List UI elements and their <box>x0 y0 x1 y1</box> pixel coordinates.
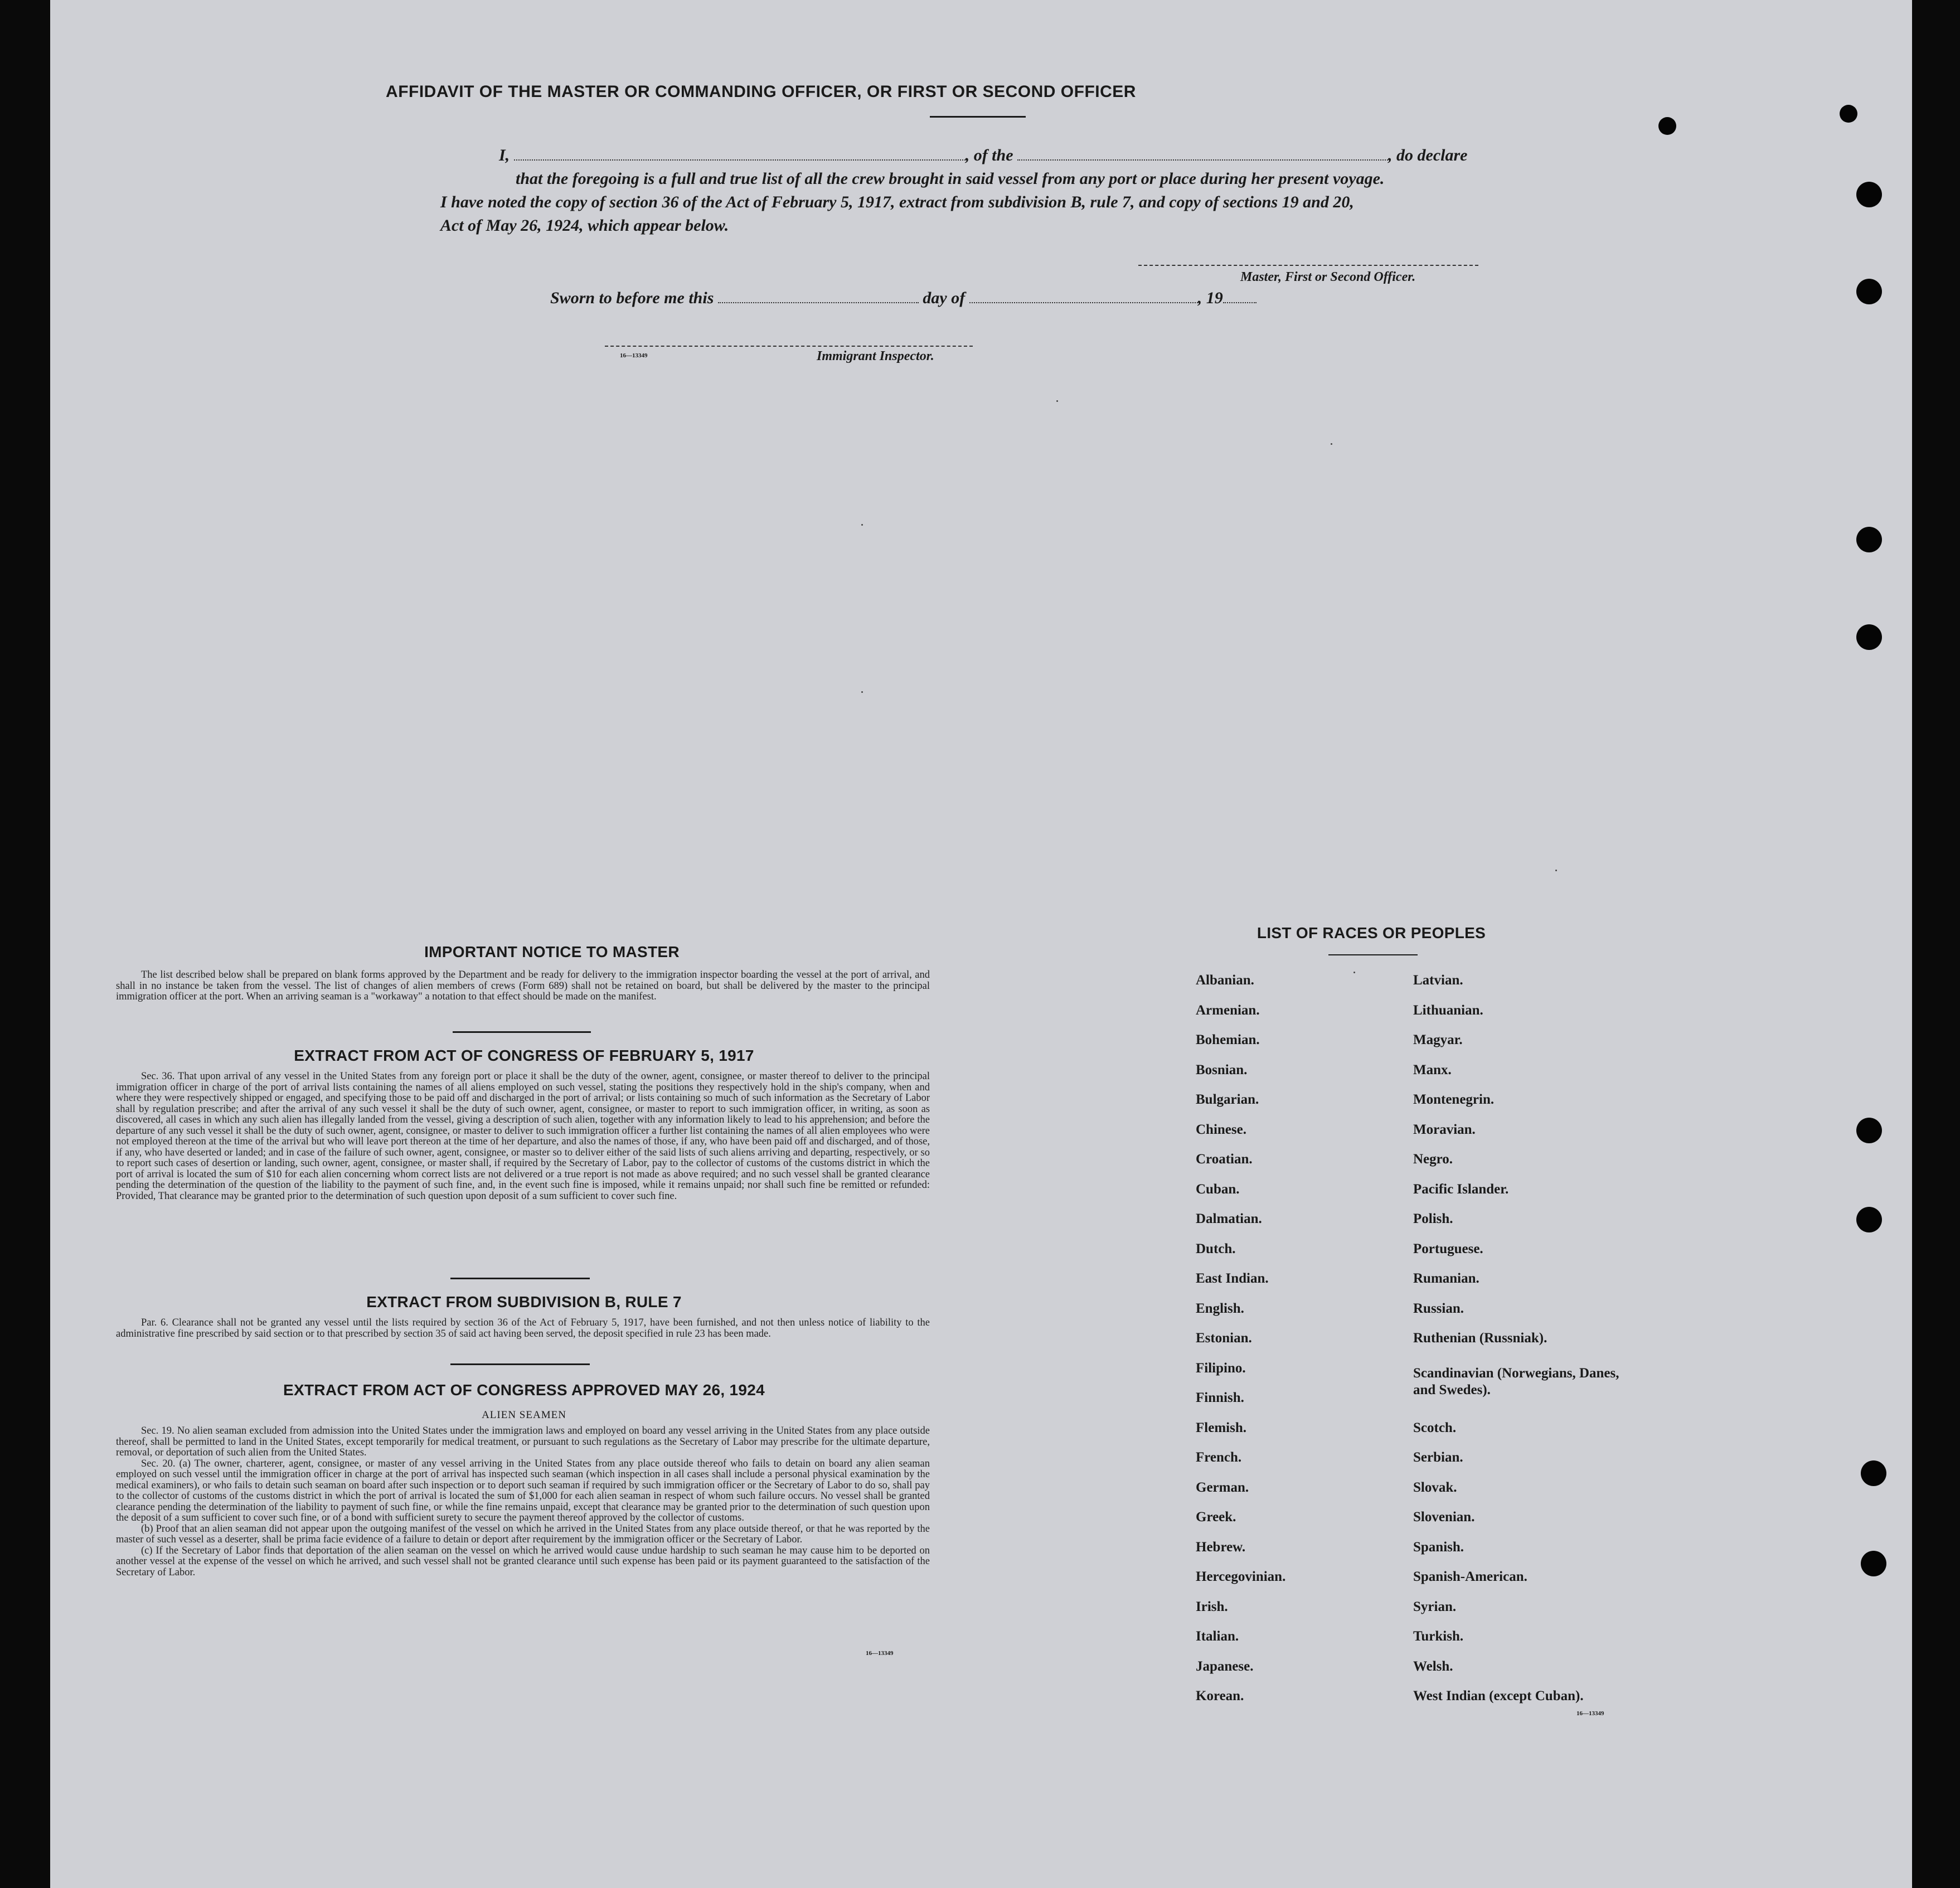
extract-1924-body <box>116 1426 930 1578</box>
punch-hole <box>1861 1551 1886 1576</box>
race-item: East Indian. <box>1196 1271 1269 1286</box>
punch-hole <box>1856 1118 1882 1143</box>
form-number-races: 16—13349 <box>1576 1710 1604 1717</box>
race-item: Lithuanian. <box>1413 1002 1483 1018</box>
master-signature-label: Master, First or Second Officer. <box>1240 270 1416 284</box>
race-item: Rumanian. <box>1413 1271 1479 1286</box>
extract-1924-title: EXTRACT FROM ACT OF CONGRESS APPROVED MAY 26, 1924 <box>283 1381 765 1399</box>
extract-1917-text: Sec. 36. That upon arrival of any vessel in the United States from any foreign port or place it shall be the duty of the owner, agent, consignee, or master thereof to deliver to the principal immigration officer in charge of the port of arrival lists containing the names of all aliens employed on such vessel, stating the positions they respectively hold in the ship's company, when and where they were respectively shipped or engaged, and specifying those to be paid off and discharged in the port of arrival; or lists containing so much of such information as the Secretary of Labor shall by regulation prescribe; and after the arrival of any such vessel it shall be the duty of such owner, agent, consignee, or master to report to such immigration officer, in writing, as soon as discovered, all cases in which any such alien has illegally landed from the vessel, giving a description of such alien, together with any information likely to lead to his apprehension; and before the departure of any such vessel it shall be the duty of such owner, agent, consignee, or master to deliver to such immigration officer a further list containing the names of all alien employees who were not employed thereon at the time of the arrival but who will leave port thereon at the time of her departure, and also the names of those, if any, who have been paid off and discharged, and of those, if any, who have deserted or landed; and in case of the failure of such owner, agent, consignee, or master so to deliver either of the said lists of such aliens arriving and departing, respectively, or so to report such cases of desertion or landing, such owner, agent, consignee, or master shall, if required by the Secretary of Labor, pay to the collector of customs of the customs district in which the port of arrival is located the sum of $10 for each alien concerning whom correct lists are not delivered or a true report is not made as above required; and no such vessel shall be granted clearance pending the determination of the question of the liability to the payment of such fine, and, in the event such fine is imposed, while it remains unpaid; nor shall such fine be remitted or refunded: Provided, That clearance may be granted prior to the determination of such question upon deposit of a sum sufficient to cover such fine. <box>116 1071 930 1202</box>
race-item: Bohemian. <box>1196 1032 1260 1047</box>
race-item: French. <box>1196 1450 1242 1465</box>
notice-divider <box>453 1031 591 1033</box>
race-item: Spanish. <box>1413 1539 1464 1555</box>
race-item: Scandinavian (Norwegians, Danes, and Swedes). <box>1413 1365 1619 1397</box>
sworn-day-field[interactable] <box>718 290 919 303</box>
race-item: Japanese. <box>1196 1658 1254 1674</box>
race-item: German. <box>1196 1479 1249 1495</box>
race-item: Negro. <box>1413 1152 1453 1167</box>
race-item: Serbian. <box>1413 1450 1463 1465</box>
form-number-bottom: 16—13349 <box>866 1650 894 1657</box>
race-item: Armenian. <box>1196 1002 1260 1018</box>
inspector-label: Immigrant Inspector. <box>817 349 934 363</box>
race-item: Hebrew. <box>1196 1539 1246 1555</box>
affidavit-title: AFFIDAVIT OF THE MASTER OR COMMANDING OFFICER, OR FIRST OR SECOND OFFICER <box>386 82 1136 101</box>
race-item: Cuban. <box>1196 1181 1240 1197</box>
speck <box>1353 972 1355 973</box>
race-item: Slovenian. <box>1413 1510 1475 1525</box>
speck <box>861 691 863 693</box>
alien-seamen-subtitle: ALIEN SEAMEN <box>482 1409 566 1421</box>
race-item: English. <box>1196 1300 1244 1316</box>
race-item: Korean. <box>1196 1688 1244 1703</box>
affidavit-text: I, , of the , do declare that the foregoing is a full and true list of all the crew brought in said vessel from any port or place during her present voyage. I have noted the copy of section 36 of the Act of February 5, 1917, extract from subdivision B, rule 7, and copy of sections 19 and 20, Act of May 26, 1924, which appear below. <box>440 146 1468 235</box>
speck <box>1555 870 1557 871</box>
notice-text: The list described below shall be prepared on blank forms approved by the Department and be ready for delivery to the immigration inspector boarding the vessel at the port of arrival, and shall in no instance be taken from the vessel. The list of changes of alien members of crews (Form 689) shall not be retained on board, but shall be delivered by the master to the principal immigration officer at the port. When an arriving seaman is a "workaway" a notation to that effect should be made on the manifest. <box>116 969 930 1002</box>
race-item: Welsh. <box>1413 1658 1453 1674</box>
race-item: Dalmatian. <box>1196 1211 1262 1226</box>
race-item: Filipino. <box>1196 1360 1246 1376</box>
race-item: Pacific Islander. <box>1413 1181 1509 1197</box>
race-item: Scotch. <box>1413 1420 1457 1435</box>
extract-1917-divider <box>450 1278 590 1279</box>
race-item: Polish. <box>1413 1211 1453 1226</box>
extract-1917-title: EXTRACT FROM ACT OF CONGRESS OF FEBRUARY 5, 1917 <box>294 1047 754 1064</box>
sec20a-text: Sec. 20. (a) The owner, charterer, agent, consignee, or master of any vessel arriving in the United States from any place outside thereof who fails to detain on board any alien seaman employed on such vessel until the immigration officer in charge at the port of arrival has inspected such seaman (which inspection in all cases shall include a personal physical examination by the medical examiners), or who fails to detain such seaman on board after such inspection or to deport such seaman if required by such immigration officer or the Secretary of Labor to do so, shall pay to the collector of customs of the customs district in which the port of arrival is located the sum of $1,000 for each alien seaman in respect of whom such failure occurs. No vessel shall be granted clearance pending the determination of the liability to payment of such fine, or while the fine remains unpaid, except that clearance may be granted prior to the determination of such question upon the deposit of a sum sufficient to cover such fine, or of a bond with sufficient surety to secure the payment thereof approved by the collector of customs. <box>116 1458 930 1523</box>
race-item: Montenegrin. <box>1413 1092 1495 1107</box>
punch-hole <box>1861 1460 1886 1486</box>
race-item: Slovak. <box>1413 1479 1457 1495</box>
speck <box>861 524 863 526</box>
race-item: Latvian. <box>1413 973 1463 988</box>
master-signature-line[interactable] <box>1138 265 1478 266</box>
speck <box>1056 400 1058 402</box>
punch-hole <box>1856 1207 1882 1232</box>
race-item: Croatian. <box>1196 1152 1253 1167</box>
race-item: Bulgarian. <box>1196 1092 1259 1107</box>
race-item: Irish. <box>1196 1599 1228 1614</box>
scan-edge <box>1912 0 1960 1888</box>
subdivision-b-divider <box>450 1363 590 1365</box>
punch-hole <box>1840 105 1857 123</box>
race-item: Chinese. <box>1196 1122 1246 1137</box>
inspector-signature-line[interactable] <box>605 346 973 347</box>
sworn-month-field[interactable] <box>969 290 1198 303</box>
punch-hole <box>1856 279 1882 304</box>
form-page <box>50 0 1912 1888</box>
punch-hole <box>1856 182 1882 207</box>
vessel-field[interactable] <box>1017 147 1388 161</box>
race-item: Moravian. <box>1413 1122 1476 1137</box>
race-item: Finnish. <box>1196 1390 1244 1405</box>
race-item: Italian. <box>1196 1629 1239 1644</box>
race-item: Portuguese. <box>1413 1241 1483 1256</box>
subdivision-b-title: EXTRACT FROM SUBDIVISION B, RULE 7 <box>366 1293 682 1311</box>
sec19-text: Sec. 19. No alien seaman excluded from admission into the United States under the immigration laws and employed on board any vessel arriving in the United States from any place outside thereof, shall be permitted to land in the United States, except temporarily for medical treatment, or pursuant to such regulations as the Secretary of Labor may prescribe for the ultimate departure, removal, or deportation of such alien from the United States. <box>116 1425 930 1458</box>
race-item: Dutch. <box>1196 1241 1236 1256</box>
title-divider <box>930 116 1026 118</box>
form-number-top: 16—13349 <box>620 352 648 359</box>
name-field[interactable] <box>514 147 966 161</box>
subdivision-b-text: Par. 6. Clearance shall not be granted any vessel until the lists required by section 36 of the Act of February 5, 1917, have been furnished, and not then unless notice of liability to the administrative fine prescribed by said section or to that prescribed by section 35 of said act having been served, the deposit specified in rule 23 has been made. <box>116 1317 930 1339</box>
race-item: Albanian. <box>1196 973 1254 988</box>
race-item: Bosnian. <box>1196 1062 1248 1078</box>
race-item: Magyar. <box>1413 1032 1463 1047</box>
race-item: Syrian. <box>1413 1599 1457 1614</box>
sec20c-text: (c) If the Secretary of Labor finds that deportation of the alien seaman on the vessel on which he arrived would cause undue hardship to such seaman he may cause him to be deported on another vessel at the expense of the vessel on which he arrived, and such vessel shall not be granted clearance until such expense has been paid or its payment guaranteed to the satisfaction of the Secretary of Labor. <box>116 1545 930 1578</box>
race-item: Ruthenian (Russniak). <box>1413 1331 1547 1346</box>
race-item: Russian. <box>1413 1300 1464 1316</box>
race-item: Greek. <box>1196 1510 1236 1525</box>
race-item: Manx. <box>1413 1062 1452 1078</box>
sworn-line: Sworn to before me this day of , 19 <box>550 289 1256 308</box>
notice-title: IMPORTANT NOTICE TO MASTER <box>424 943 680 960</box>
race-item: Estonian. <box>1196 1331 1252 1346</box>
race-item: Spanish-American. <box>1413 1569 1527 1584</box>
speck <box>1331 443 1332 445</box>
race-item: West Indian (except Cuban). <box>1413 1688 1584 1703</box>
sec20b-text: (b) Proof that an alien seaman did not appear upon the outgoing manifest of the vessel on which he arrived in the United States from any place outside thereof, or that he was reported by the master of such vessel as a deserter, shall be prima facie evidence of a failure to detain or deport after requirement by the immigration officer or the Secretary of Labor. <box>116 1523 930 1545</box>
races-divider <box>1328 954 1418 955</box>
sworn-year-field[interactable] <box>1223 290 1256 303</box>
race-item: Flemish. <box>1196 1420 1246 1435</box>
punch-hole <box>1856 527 1882 552</box>
punch-hole <box>1856 624 1882 650</box>
race-item: Hercegovinian. <box>1196 1569 1286 1584</box>
punch-hole <box>1658 117 1676 135</box>
race-item: Turkish. <box>1413 1629 1464 1644</box>
races-title: LIST OF RACES OR PEOPLES <box>1256 924 1486 941</box>
